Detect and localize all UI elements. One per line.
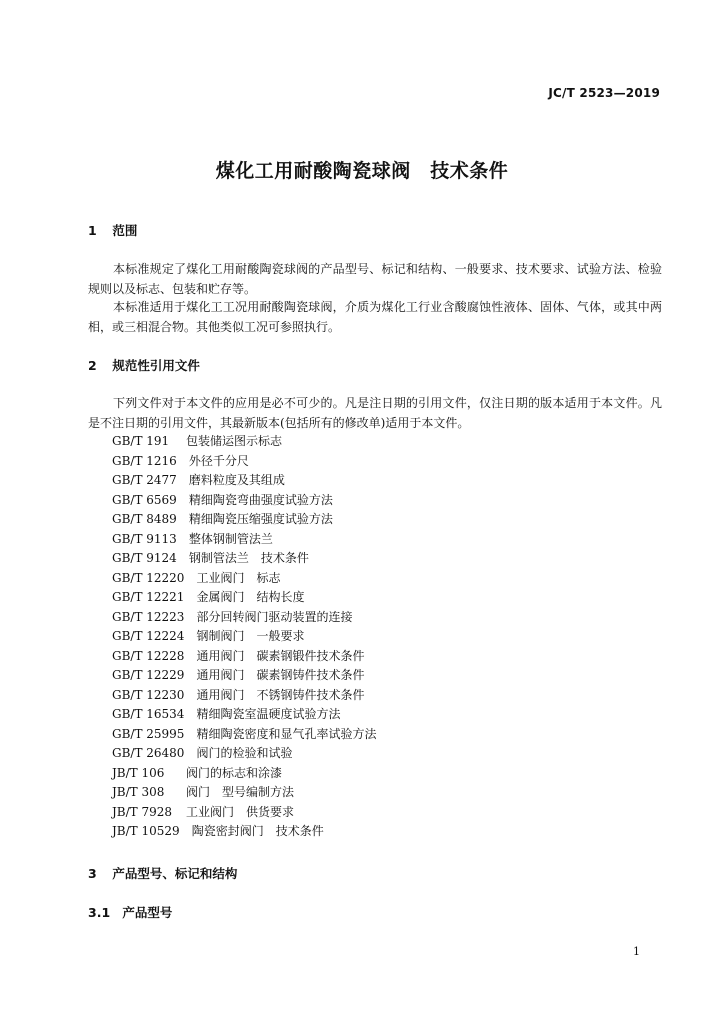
- reference-code: JB/T 10529: [112, 824, 180, 838]
- reference-title: 外径千分尺: [188, 453, 249, 468]
- reference-code: GB/T 16534: [112, 707, 185, 721]
- reference-item: [112, 744, 376, 764]
- reference-item: [112, 725, 376, 745]
- reference-code: GB/T 12224: [112, 629, 185, 643]
- reference-code: JB/T 106: [112, 765, 165, 780]
- reference-code: JB/T 7928: [112, 804, 173, 819]
- reference-item: [112, 666, 376, 686]
- scope-paragraph-1: 本标准规定了煤化工用耐酸陶瓷球阀的产品型号、标记和结构、一般要求、技术要求、试验方法、检验规则以及标志、包装和贮存等。: [88, 262, 662, 296]
- reference-code: JB/T 308: [112, 785, 165, 799]
- reference-code: GB/T 2477: [112, 473, 177, 487]
- scope-paragraph-2: 本标准适用于煤化工工况用耐酸陶瓷球阀，介质为煤化工行业含酸腐蚀性液体、固体、气体，或其中两相，或三相混合物。其他类似工况可参照执行。: [88, 300, 662, 334]
- section-2-heading: [88, 356, 200, 374]
- reference-code: GB/T 12228: [112, 648, 185, 663]
- reference-title: 通用阀门 不锈钢铸件技术条件: [196, 687, 365, 702]
- reference-title: 阀门的标志和涂漆: [186, 765, 283, 780]
- section-3-1-title: 产品型号: [122, 905, 173, 920]
- section-1-heading: [88, 221, 137, 239]
- reference-item: [112, 432, 376, 452]
- reference-item: [112, 608, 376, 628]
- reference-item: [112, 510, 376, 530]
- section-1-number: 1: [88, 223, 97, 238]
- reference-code: GB/T 1216: [112, 453, 177, 468]
- reference-item: [112, 588, 376, 608]
- reference-title: 通用阀门 碳素钢铸件技术条件: [196, 668, 365, 682]
- reference-code: GB/T 12229: [112, 668, 185, 682]
- reference-code: GB/T 12223: [112, 609, 185, 624]
- reference-title: 精细陶瓷弯曲强度试验方法: [188, 492, 333, 507]
- reference-code: GB/T 8489: [112, 512, 177, 526]
- reference-code: GB/T 9124: [112, 551, 177, 565]
- reference-title: 钢制阀门 一般要求: [196, 629, 305, 643]
- section-3-1-heading: [88, 903, 172, 921]
- page-number: 1: [633, 945, 640, 958]
- section-3-title: 产品型号、标记和结构: [112, 866, 238, 881]
- reference-item: [112, 491, 376, 511]
- section-1-title: 范围: [112, 223, 138, 238]
- reference-item: [112, 705, 376, 725]
- reference-title: 工业阀门 供货要求: [186, 804, 295, 819]
- reference-code: GB/T 12230: [112, 687, 185, 702]
- document-title: 煤化工用耐酸陶瓷球阀 技术条件: [215, 160, 509, 182]
- reference-title: 精细陶瓷室温硬度试验方法: [196, 707, 341, 721]
- standard-code: JC/T 2523—2019: [548, 86, 660, 100]
- reference-title: 整体钢制管法兰: [188, 531, 273, 546]
- reference-code: GB/T 191: [112, 434, 170, 448]
- reference-list: [112, 432, 376, 842]
- section-2-number: 2: [88, 358, 97, 373]
- reference-item: [112, 783, 376, 803]
- reference-item: [112, 530, 376, 550]
- section-2-title: 规范性引用文件: [112, 358, 200, 373]
- reference-title: 精细陶瓷压缩强度试验方法: [188, 512, 333, 526]
- reference-title: 精细陶瓷密度和显气孔率试验方法: [196, 726, 377, 741]
- reference-item: [112, 803, 376, 823]
- reference-title: 包装储运图示标志: [186, 434, 283, 448]
- reference-code: GB/T 25995: [112, 726, 185, 741]
- section-3-number: 3: [88, 866, 97, 881]
- reference-item: [112, 569, 376, 589]
- reference-item: [112, 686, 376, 706]
- normative-intro: 下列文件对于本文件的应用是必不可少的。凡是注日期的引用文件，仅注日期的版本适用于本文件。凡是不注日期的引用文件，其最新版本(包括所有的修改单)适用于本文件。: [88, 396, 662, 430]
- reference-title: 阀门 型号编制方法: [186, 785, 295, 799]
- reference-title: 金属阀门 结构长度: [196, 590, 305, 604]
- reference-item: [112, 549, 376, 569]
- reference-title: 通用阀门 碳素钢锻件技术条件: [196, 648, 365, 663]
- reference-item: [112, 822, 376, 842]
- reference-item: [112, 452, 376, 472]
- reference-item: [112, 627, 376, 647]
- reference-item: [112, 764, 376, 784]
- reference-title: 部分回转阀门驱动装置的连接: [196, 609, 353, 624]
- reference-title: 陶瓷密封阀门 技术条件: [191, 824, 324, 838]
- reference-title: 钢制管法兰 技术条件: [188, 551, 309, 565]
- reference-item: [112, 471, 376, 491]
- reference-code: GB/T 12220: [112, 570, 185, 585]
- reference-title: 磨料粒度及其组成: [188, 473, 285, 487]
- reference-code: GB/T 6569: [112, 492, 177, 507]
- reference-code: GB/T 12221: [112, 590, 185, 604]
- reference-code: GB/T 9113: [112, 531, 177, 546]
- section-3-1-number: 3.1: [88, 905, 111, 920]
- reference-code: GB/T 26480: [112, 746, 185, 760]
- reference-title: 阀门的检验和试验: [196, 746, 293, 760]
- section-3-heading: [88, 864, 237, 882]
- reference-item: [112, 647, 376, 667]
- reference-title: 工业阀门 标志: [196, 570, 281, 585]
